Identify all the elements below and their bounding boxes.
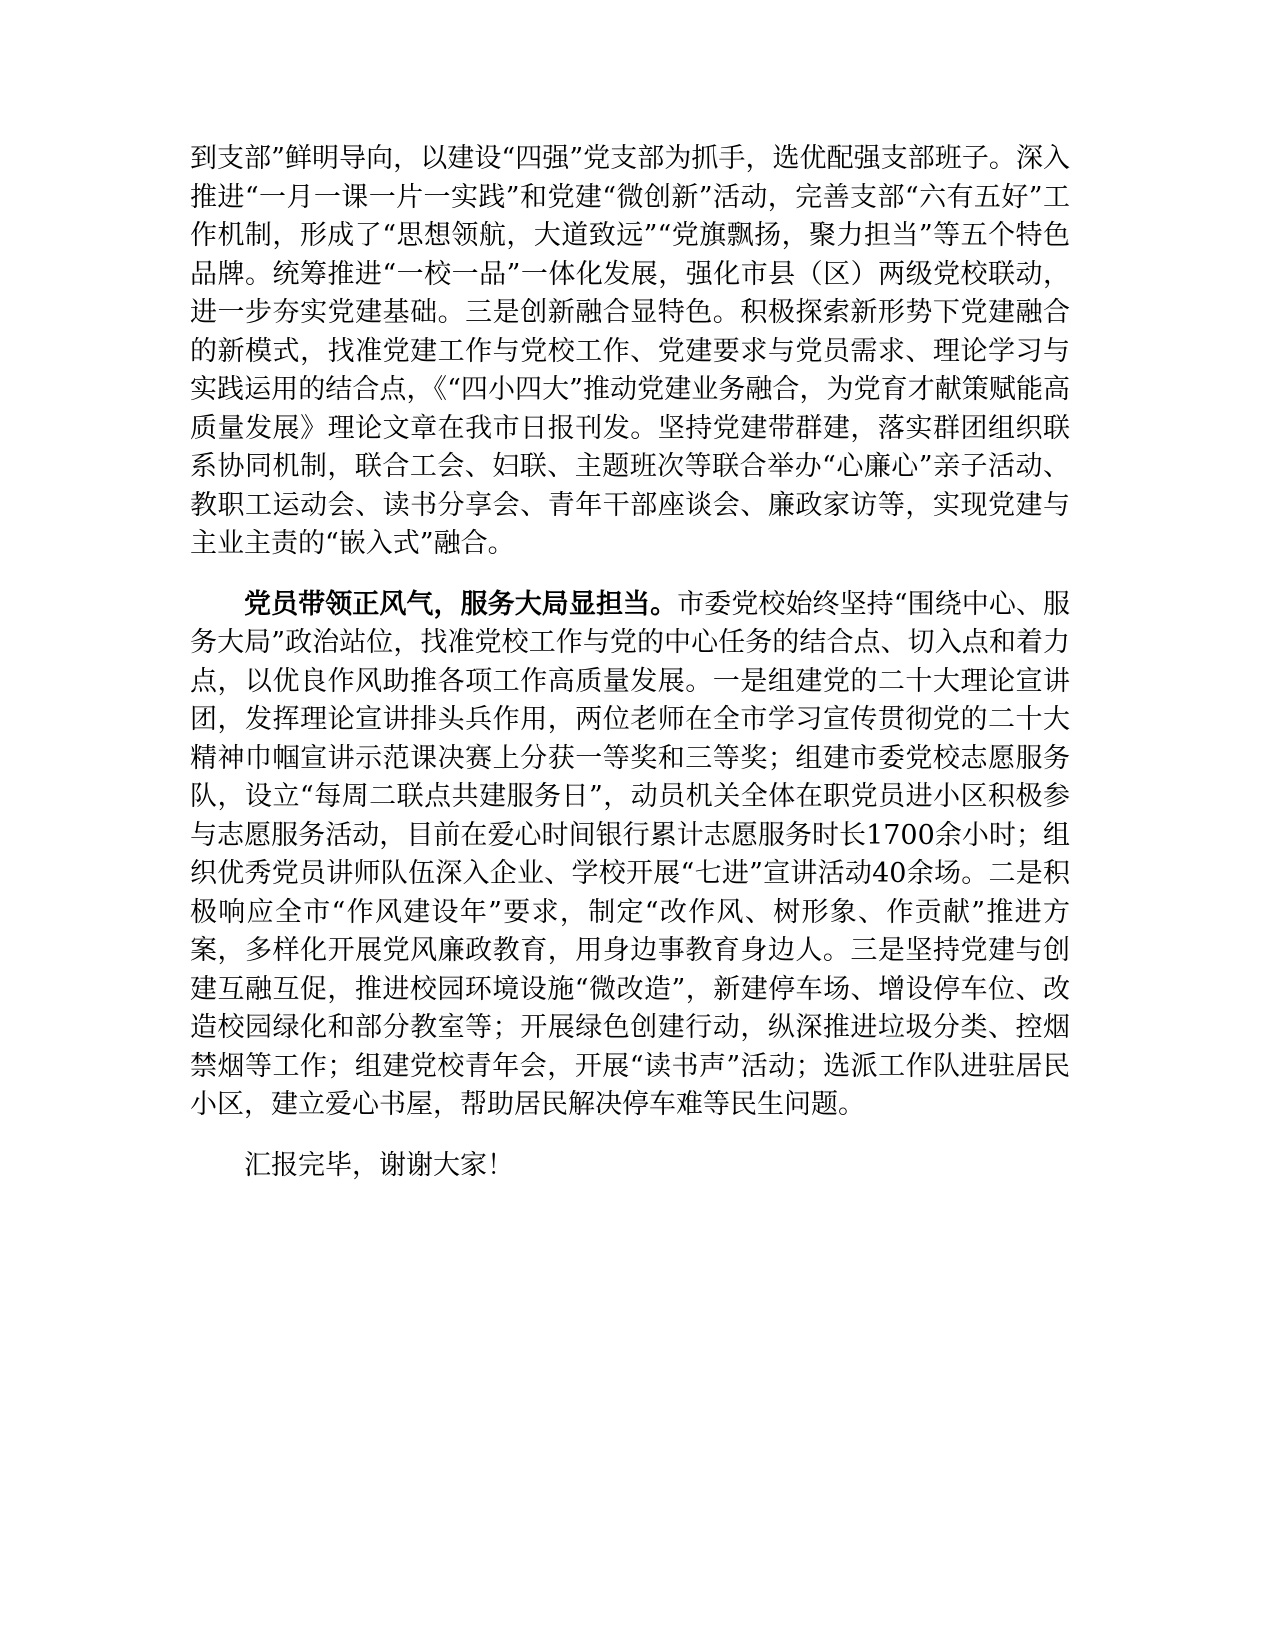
paragraph-party-building-integration: 到支部”鲜明导向，以建设“四强”党支部为抓手，选优配强支部班子。深入推进“一月一课一片一实践”和党建“微创新”活动，完善支部“六有五好”工作机制，形成了“思想领航，大道致远”“党旗飘扬，聚力担当”等五个特色品牌。统筹推进“一校一品”一体化发展，强化市县（区）两级党校联动，进一步夯实党建基础。三是创新融合显特色。积极探索新形势下党建融合的新模式，找准党建工作与党校工作、党建要求与党员需求、理论学习与实践运用的结合点，《“四小四大”推动党建业务融合，为党育才献策赋能高质量发展》理论文章在我市日报刊发。坚持党建带群建，落实群团组织联系协同机制，联合工会、妇联、主题班次等联合举办“心廉心”亲子活动、教职工运动会、读书分享会、青年干部座谈会、廉政家访等，实现党建与主业主责的“嵌入式”融合。 [190, 143, 1070, 559]
paragraph-body-text: 市委党校始终坚持“围绕中心、服务大局”政治站位，找准党校工作与党的中心任务的结合点、切入点和着力点，以优良作风助推各项工作高质量发展。一是组建党的二十大理论宣讲团，发挥理论宣讲排头兵作用，两位老师在全市学习宣传贯彻党的二十大精神巾帼宣讲示范课决赛上分获一等奖和三等奖；组建市委党校志愿服务队，设立“每周二联点共建服务日”，动员机关全体在职党员进小区积极参与志愿服务活动，目前在爱心时间银行累计志愿服务时长1700余小时；组织优秀党员讲师队伍深入企业、学校开展“七进”宣讲活动40余场。二是积极响应全市“作风建设年”要求，制定“改作风、树形象、作贡献”推进方案，多样化开展党风廉政教育，用身边事教育身边人。三是坚持党建与创建互融互促，推进校园环境设施“微改造”，新建停车场、增设停车位、改造校园绿化和部分教室等；开展绿色创建行动，纵深推进垃圾分类、控烟禁烟等工作；组建党校青年会，开展“读书声”活动；选派工作队进驻居民小区，建立爱心书屋，帮助居民解决停车难等民生问题。 [190, 588, 1070, 1120]
paragraph-lead-heading: 党员带领正风气，服务大局显担当。 [244, 588, 678, 620]
document-body [190, 140, 1070, 1185]
paragraph-party-members-service [190, 586, 1070, 1125]
closing-remark: 汇报完毕，谢谢大家！ [244, 1149, 514, 1181]
